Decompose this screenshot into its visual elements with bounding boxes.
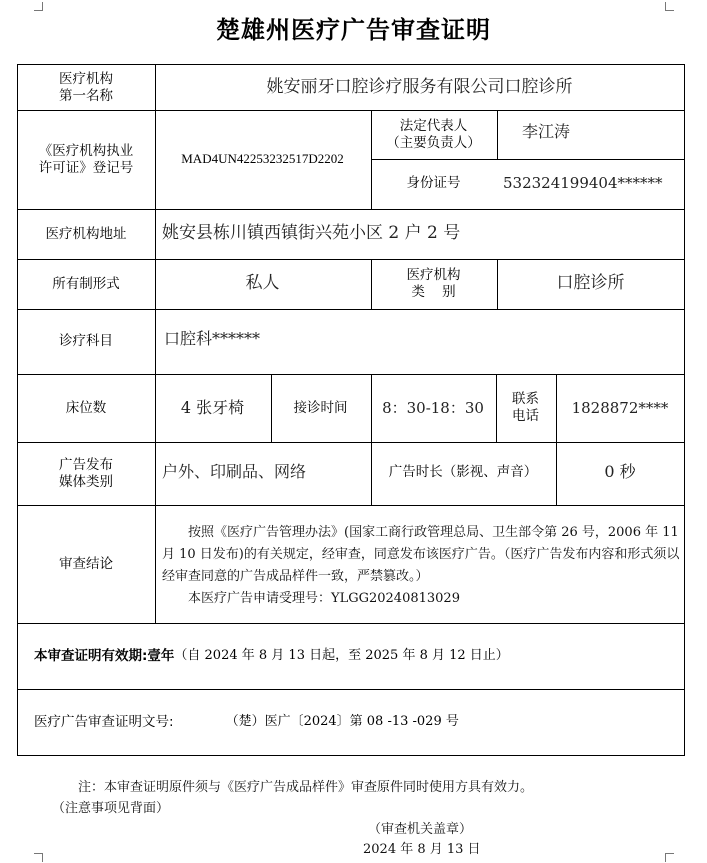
duration-value: 0 秒: [604, 462, 636, 481]
category-value: 口腔诊所: [556, 273, 625, 294]
category-label: 医疗机构 类 别: [406, 267, 461, 300]
ownership-label: 所有制形式: [52, 275, 120, 292]
id-card-label: 身份证号: [406, 175, 461, 192]
media-label: 广告发布 媒体类别: [59, 456, 113, 490]
cert-number-label: 医疗广告审查证明文号:: [34, 713, 174, 730]
beds-label: 床位数: [65, 399, 107, 416]
beds-value: 4 张牙椅: [180, 398, 245, 417]
hours-value: 8：30-18：30: [382, 398, 484, 417]
cert-number-row: [34, 689, 674, 755]
issue-date: 2024 年 8 月 13 日: [363, 842, 481, 857]
license-label: 《医疗机构执业 许可证》登记号: [38, 142, 134, 176]
phone-value: 1828872****: [571, 398, 669, 417]
validity-period: （自 2024 年 8 月 13 日起，至 2025 年 8 月 12 日止）: [174, 647, 509, 663]
legal-rep-value: 李江涛: [522, 122, 571, 141]
address-label: 医疗机构地址: [45, 225, 127, 242]
departments-value: 口腔科******: [164, 329, 261, 348]
seal-note: （审查机关盖章）: [368, 822, 473, 837]
cert-number-value: （楚）医广〔2024〕第 08 -13 -029 号: [225, 713, 459, 729]
footer-note: 注：本审查证明原件须与《医疗广告成品样件》审查原件同时使用方具有效力。: [78, 780, 534, 795]
application-number: 本医疗广告申请受理号：YLGG20240813029: [188, 591, 460, 606]
hours-label: 接诊时间: [293, 399, 348, 416]
phone-label: 联系 电话: [512, 391, 539, 424]
duration-label: 广告时长（影视、声音）: [388, 463, 538, 480]
address-value: 姚安县栋川镇西镇街兴苑小区 2 户 2 号: [162, 223, 461, 244]
conclusion-paragraph: 按照《医疗广告管理办法》(国家工商行政管理总局、卫生部令第 26 号，2006 年 11 月 10 日发布)的有关规定，经审查，同意发布该医疗广告。（医疗广告发布内容和形式须以经审查同意的广告成品样件一致，严禁篡改。）: [162, 525, 680, 584]
departments-label: 诊疗科目: [59, 333, 113, 350]
crop-mark-bottom-left: [34, 853, 43, 862]
institution-name-label: 医疗机构 第一名称: [59, 70, 113, 104]
validity-label: 本审查证明有效期:壹年: [34, 647, 175, 664]
conclusion-label: 审查结论: [59, 555, 113, 572]
conclusion-text: [162, 522, 682, 610]
footer-note-back: （注意事项见背面）: [52, 801, 170, 816]
validity-row: [34, 623, 674, 689]
crop-mark-bottom-right: [665, 853, 674, 862]
document-title: 楚雄州医疗广告审查证明: [216, 16, 491, 44]
institution-name-value: 姚安丽牙口腔诊疗服务有限公司口腔诊所: [266, 76, 573, 97]
legal-rep-label: 法定代表人 （主要负责人）: [386, 117, 481, 151]
media-value: 户外、印刷品、网络: [162, 462, 307, 481]
license-number-value: MAD4UN42253232517D2202: [181, 151, 344, 167]
id-card-value: 532324199404******: [503, 174, 663, 193]
ownership-value: 私人: [245, 273, 280, 294]
